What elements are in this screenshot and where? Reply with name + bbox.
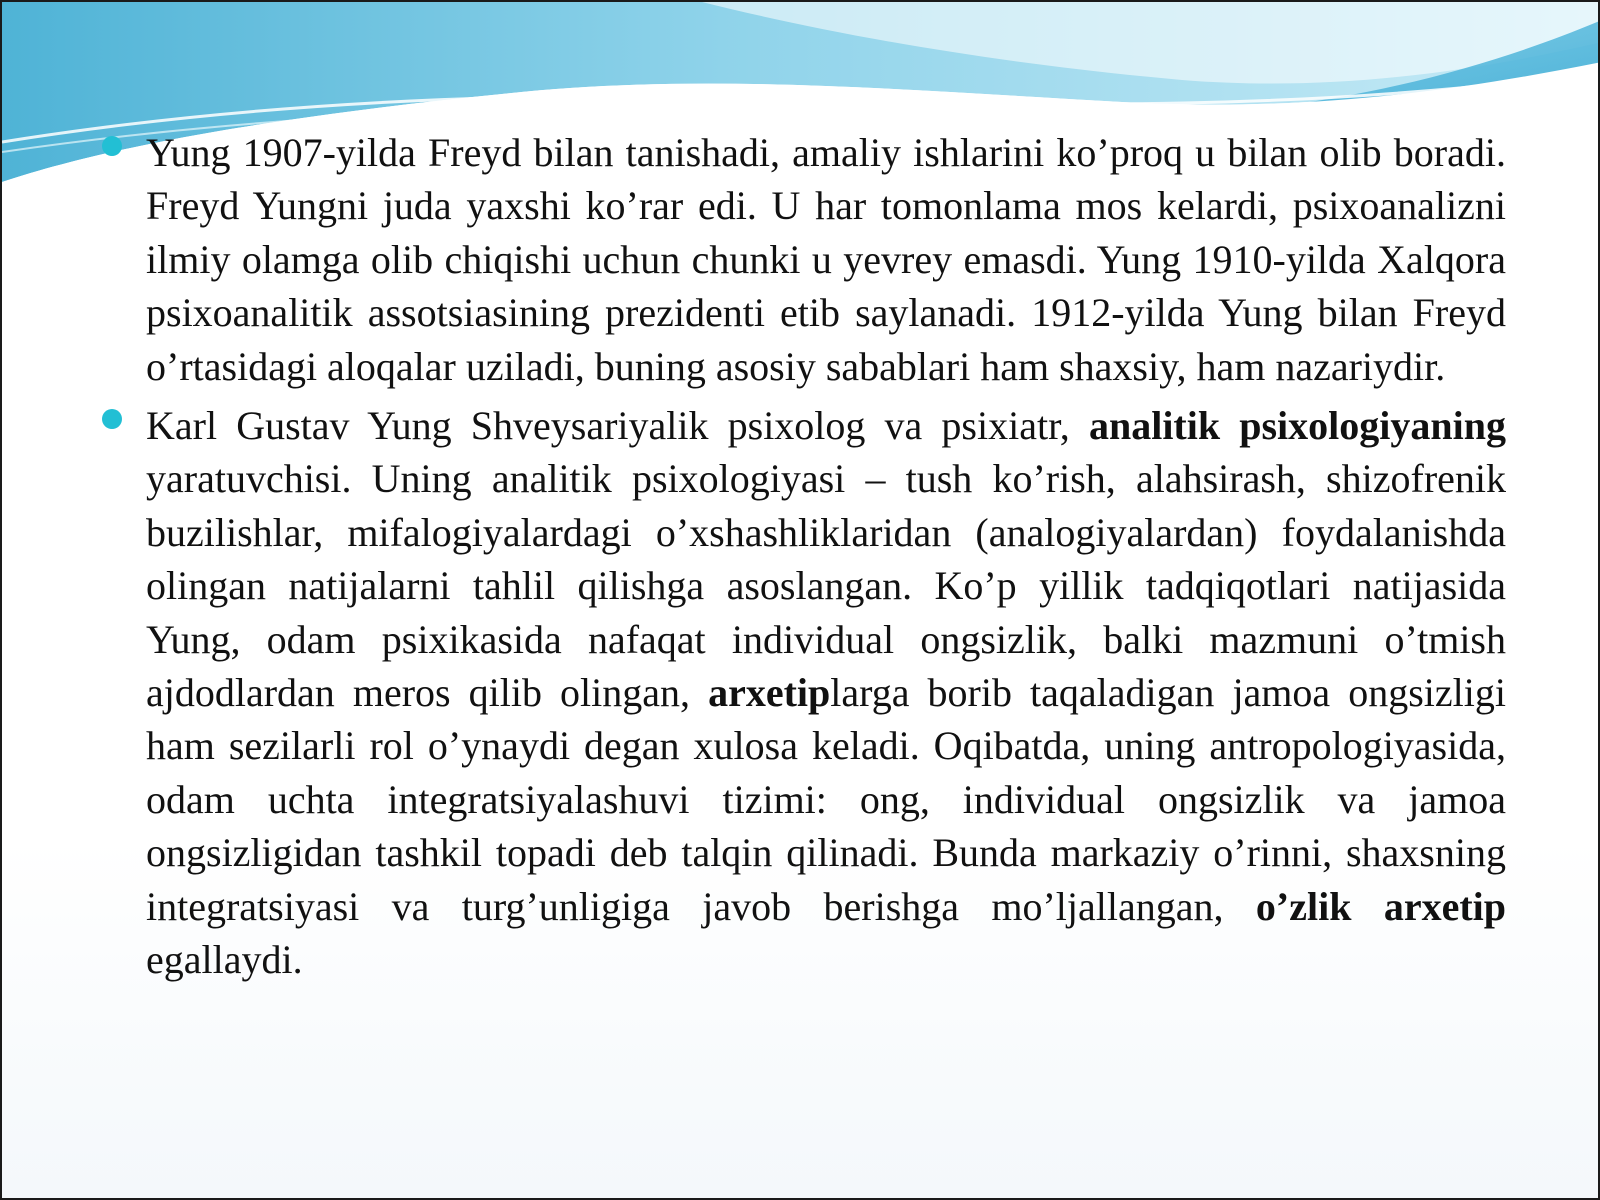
bold-term: arxetip — [708, 670, 831, 716]
text-run: larga borib taqaladigan jamoa ongsizligi ham sezilarli rol o’ynaydi degan xulosa keladi. Oqibatda, uning antropologiyasida, odam uchta integratsiyalashuvi tizimi: ong, individual ongsizlik va jamoa ongsizligidan tashkil topadi deb talqin qilinadi. Bunda markaziy o’rinni, shaxsning integratsiyasi va turg’unligiga javob berishga mo’ljallangan, — [146, 670, 1506, 929]
bullet-dot-icon — [102, 136, 122, 156]
bullet-text — [146, 403, 1506, 982]
bullet-item-2 — [102, 399, 1506, 986]
bullet-text: Yung 1907-yilda Freyd bilan tanishadi, amaliy ishlarini ko’proq u bilan olib boradi. Freyd Yungni juda yaxshi ko’rar edi. U har tomonlama mos kelardi, psixoanalizni ilmiy olamga olib chiqishi uchun chunki u yevrey emasdi. Yung 1910-yilda Xalqora psixoanalitik assotsiasining prezidenti etib saylanadi. 1912-yilda Yung bilan Freyd o’rtasidagi aloqalar uziladi, buning asosiy sabablari ham shaxsiy, ham nazariydir. — [146, 130, 1506, 389]
bold-term: analitik psixologiyaning — [1088, 403, 1506, 449]
bold-term: o’zlik arxetip — [1255, 883, 1507, 929]
text-run: yaratuvchisi. Uning analitik psixologiyasi – tush ko’rish, alahsirash, shizofrenik buzilishlar, mifalogiyalardagi o’xshashliklaridan (analogiyalardan) foydalanishda olingan natijalarni tahlil qilishga asoslangan. Ko’p yillik tadqiqotlari natijasida Yung, odam psixikasida nafaqat individual ongsizlik, balki mazmuni o’tmish ajdodlardan meros qilib olingan, — [146, 456, 1506, 716]
bullet-dot-icon — [102, 409, 122, 429]
text-run: Karl Gustav Yung Shveysariyalik psixolog va psixiatr, — [146, 403, 1089, 449]
text-run: egallaydi. — [146, 937, 303, 983]
slide-content — [102, 126, 1506, 993]
bullet-item-1 — [102, 126, 1506, 393]
